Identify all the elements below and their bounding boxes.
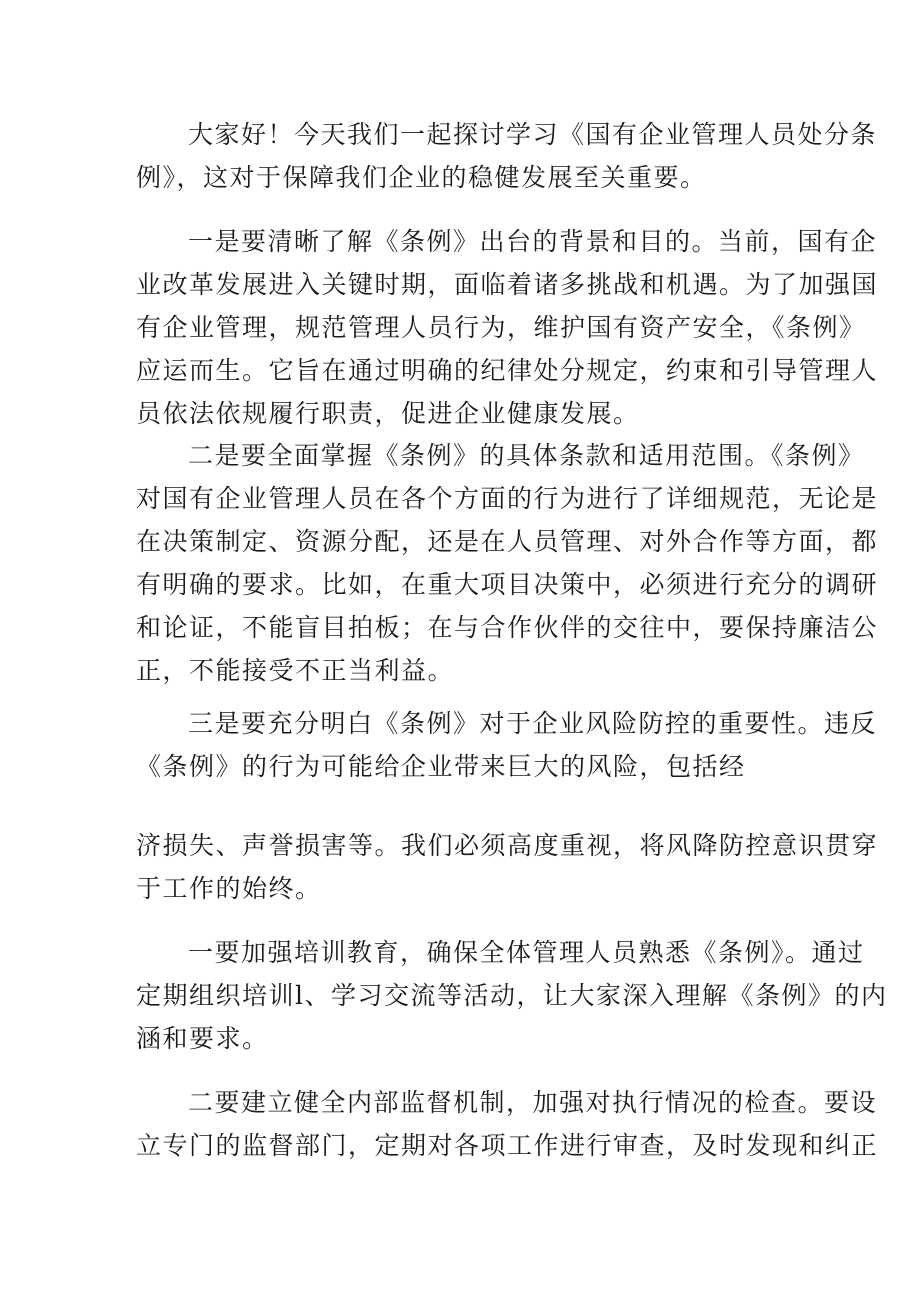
paragraph-supervision — [136, 1081, 879, 1167]
paragraph-line: 一是要清晰了解《条例》出台的背景和目的。当前，国有企 — [188, 227, 878, 256]
paragraph-line: 二是要全面掌握《条例》的具体条款和适用范围。《条例》 — [188, 441, 865, 470]
paragraph-line: 三是要充分明白《条例》对于企业风险防控的重要性。违反 — [188, 709, 878, 738]
paragraph-line: 对国有企业管理人员在各个方面的行为进行了详细规范，无论是 — [136, 484, 879, 513]
paragraph-line: 二要建立健全内部监督机制，加强对执行情况的检查。要设 — [188, 1088, 878, 1117]
paragraph-line: 立专门的监督部门，定期对各项工作进行审查，及时发现和纠正 — [136, 1131, 879, 1160]
paragraph-line: 正，不能接受不正当利益。 — [136, 656, 455, 685]
paragraph-line: 大家好！今天我们一起探讨学习《国有企业管理人员处分条 — [188, 120, 878, 149]
paragraph-line: 《条例》的行为可能给企业带来巨大的风险，包括经 — [136, 752, 746, 781]
paragraph-risk — [136, 702, 878, 788]
paragraph-line: 定期组织培训l、学习交流等活动，让大家深入理解《条例》的内 — [136, 981, 888, 1010]
paragraph-clauses — [136, 434, 879, 692]
paragraph-line: 一要加强培训教育，确保全体管理人员熟悉《条例》。通过 — [188, 938, 865, 967]
paragraph-line: 于工作的始终。 — [136, 874, 322, 903]
paragraph-line: 在决策制定、资源分配，还是在人员管理、对外合作等方面，都 — [136, 527, 879, 556]
paragraph-line: 员依法依规履行职责，促进企业健康发展。 — [136, 399, 640, 428]
paragraph-risk-continued — [136, 824, 879, 910]
paragraph-line: 有明确的要求。比如，在重大项目决策中，必须进行充分的调研 — [136, 570, 879, 599]
paragraph-line: 有企业管理，规范管理人员行为，维护国有资产安全，《条例》 — [136, 313, 866, 342]
paragraph-line: 业改革发展进入关键时期，面临着诸多挑战和机遇。为了加强国 — [136, 270, 879, 299]
paragraph-line: 和论证，不能盲目拍板；在与合作伙伴的交往中，要保持廉洁公 — [136, 613, 879, 642]
paragraph-line: 例》，这对于保障我们企业的稳健发展至关重要。 — [136, 163, 707, 192]
paragraph-background — [136, 220, 879, 435]
paragraph-line: 涵和要求。 — [136, 1024, 269, 1053]
paragraph-training — [136, 931, 888, 1060]
paragraph-greeting — [136, 113, 878, 199]
paragraph-line: 济损失、声誉损害等。我们必须高度重视，将风降防控意识贯穿 — [136, 831, 879, 860]
paragraph-line: 应运而生。它旨在通过明确的纪律处分规定，约束和引导管理人 — [136, 356, 879, 385]
